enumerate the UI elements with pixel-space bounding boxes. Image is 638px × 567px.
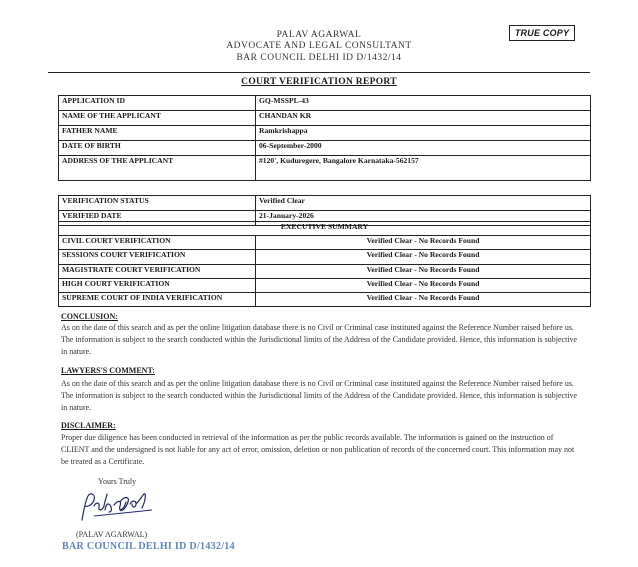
table-row — [59, 196, 591, 211]
info-value: Ramkrishappa — [256, 126, 591, 141]
court-label: CIVIL COURT VERIFICATION — [59, 236, 256, 250]
court-result: Verified Clear - No Records Found — [256, 264, 591, 278]
info-label: ADDRESS OF THE APPLICANT — [59, 156, 256, 181]
info-value: GQ-MSSPL-43 — [256, 96, 591, 111]
letterhead-title: ADVOCATE AND LEGAL CONSULTANT — [226, 41, 412, 51]
header-divider — [48, 72, 590, 73]
table-row — [59, 250, 591, 264]
closing-text: Yours Truly — [98, 477, 137, 486]
court-label: SUPREME COURT OF INDIA VERIFICATION — [59, 292, 256, 306]
table-row — [59, 141, 591, 156]
table-row — [59, 111, 591, 126]
info-label: VERIFICATION STATUS — [59, 196, 256, 211]
disclaimer-text: Proper due diligence has been conducted in retrieval of the information as per the public records available. The information is gained on the instruction of CLIENT and the undersigned is not liable for any act of error, omission, deletion or non publication of records of the concerned court. This information may not be treated as a Certificate. — [61, 433, 575, 466]
info-label: VERIFIED DATE — [59, 211, 256, 226]
table-header-row — [59, 222, 591, 236]
court-label: HIGH COURT VERIFICATION — [59, 278, 256, 292]
conclusion-heading: CONCLUSION: — [61, 312, 118, 321]
true-copy-stamp: TRUE COPY — [509, 25, 575, 41]
report-title: COURT VERIFICATION REPORT — [241, 77, 397, 87]
table-row — [59, 278, 591, 292]
table-row — [59, 236, 591, 250]
signatory-name: (PALAV AGARWAL) — [76, 530, 148, 539]
info-value: CHANDAN KR — [256, 111, 591, 126]
court-label: MAGISTRATE COURT VERIFICATION — [59, 264, 256, 278]
letterhead-name: PALAV AGARWAL — [276, 30, 362, 40]
info-label: FATHER NAME — [59, 126, 256, 141]
table-spacer — [59, 181, 591, 196]
applicant-info-table — [58, 95, 591, 226]
info-label: APPLICATION ID — [59, 96, 256, 111]
info-label: DATE OF BIRTH — [59, 141, 256, 156]
info-value: 06-September-2000 — [256, 141, 591, 156]
table-row — [59, 126, 591, 141]
table-row — [59, 96, 591, 111]
court-result: Verified Clear - No Records Found — [256, 236, 591, 250]
info-value: Verified Clear — [256, 196, 591, 211]
conclusion-text: As on the date of this search and as per the online litigation database there is no Civil or Criminal case instituted against the Reference Number raised before us. The information is subject to the search conducted within the Jurisdictional limits of the Address of the Candidate provided. Hence, this information is subjective in nature. — [61, 323, 578, 356]
signature-image — [74, 490, 164, 530]
lawyer-comment-heading: LAWYERS'S COMMENT: — [61, 366, 155, 375]
court-label: SESSIONS COURT VERIFICATION — [59, 250, 256, 264]
info-label: NAME OF THE APPLICANT — [59, 111, 256, 126]
lawyer-comment-text: As on the date of this search and as per the online litigation database there is no Civil or Criminal case instituted against the Reference Number raised before us. The information is subject to the search conducted within the Jurisdictional limits of the Address of the Candidate provided. Hence, this information is subjective in nature. — [61, 379, 578, 412]
court-result: Verified Clear - No Records Found — [256, 292, 591, 306]
letterhead-council-id: BAR COUNCIL DELHI ID D/1432/14 — [236, 53, 402, 63]
court-result: Verified Clear - No Records Found — [256, 250, 591, 264]
table-row — [59, 264, 591, 278]
executive-summary-heading: EXECUTIVE SUMMARY — [59, 222, 591, 236]
info-value: 21-January-2026 — [256, 211, 591, 226]
signatory-council-id: BAR COUNCIL DELHI ID D/1432/14 — [62, 541, 235, 552]
table-row — [59, 156, 591, 181]
executive-summary-table — [58, 221, 591, 307]
info-value: #120', Kuduregere, Bangalore Karnataka-562157 — [256, 156, 591, 181]
disclaimer-heading: DISCLAIMER: — [61, 421, 116, 430]
table-row — [59, 292, 591, 306]
court-result: Verified Clear - No Records Found — [256, 278, 591, 292]
